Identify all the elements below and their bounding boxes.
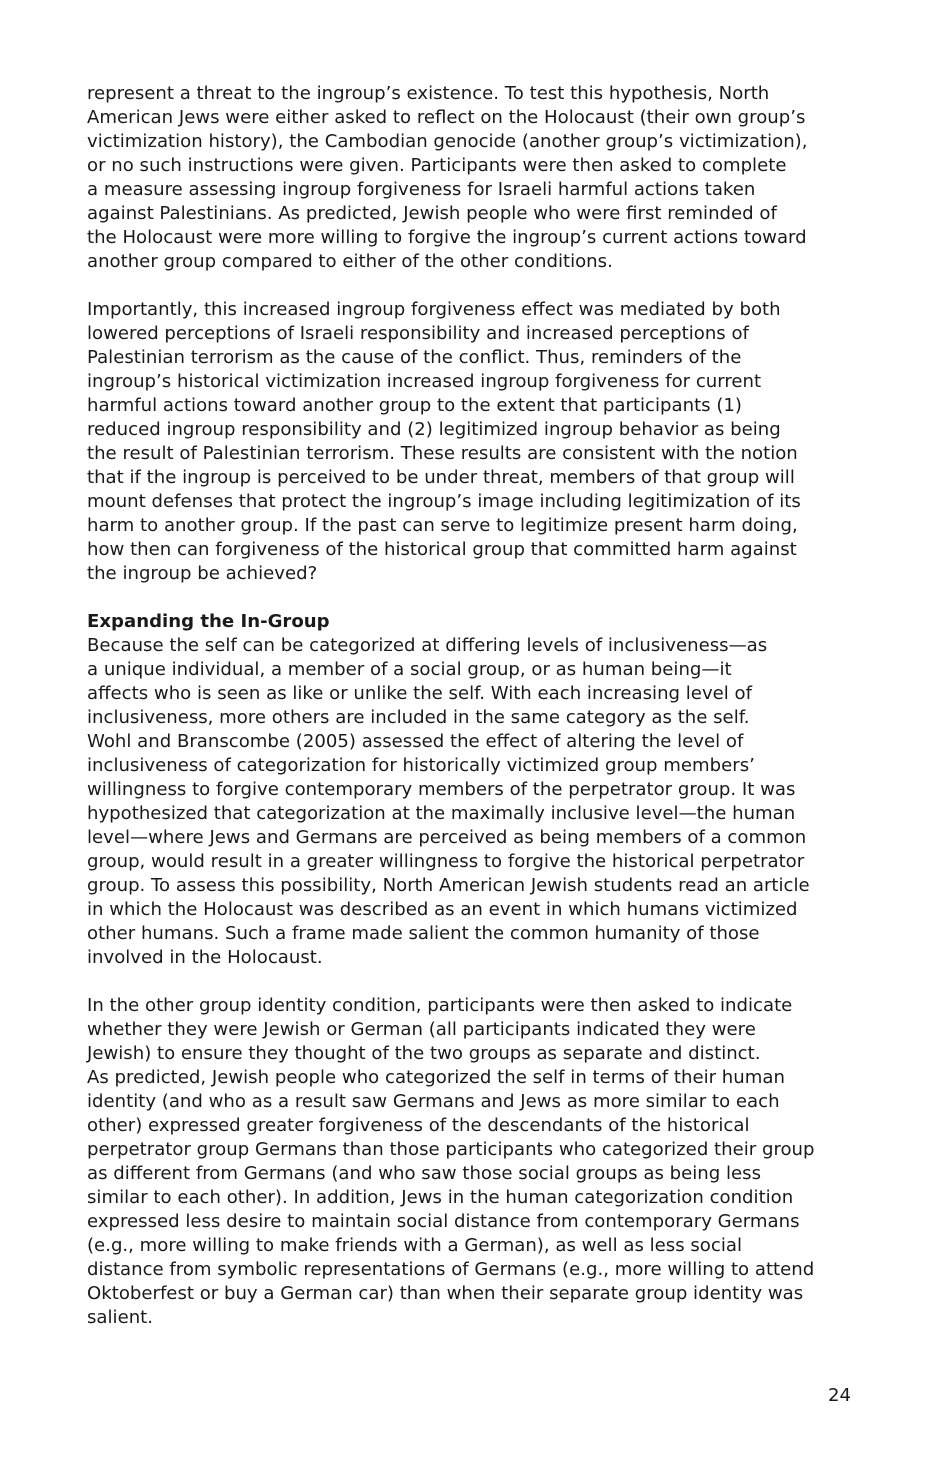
text-line: represent a threat to the ingroup’s existence. To test this hypothesis, North <box>87 83 770 104</box>
text-line: victimization history), the Cambodian genocide (another group’s victimization), <box>87 131 808 152</box>
text-line: identity (and who as a result saw Germans and Jews as more similar to each <box>87 1091 780 1112</box>
text-line: Importantly, this increased ingroup forgiveness effect was mediated by both <box>87 299 781 320</box>
text-line: whether they were Jewish or German (all participants indicated they were <box>87 1019 756 1040</box>
text-line: lowered perceptions of Israeli responsibility and increased perceptions of <box>87 323 749 344</box>
text-line: reduced ingroup responsibility and (2) legitimized ingroup behavior as being <box>87 419 781 440</box>
text-line: involved in the Holocaust. <box>87 947 323 968</box>
text-line: Wohl and Branscombe (2005) assessed the effect of altering the level of <box>87 731 744 752</box>
text-line: that if the ingroup is perceived to be under threat, members of that group will <box>87 467 795 488</box>
page-number: 24 <box>828 1385 852 1406</box>
paragraph-spacer <box>87 274 867 298</box>
paragraph-spacer <box>87 970 867 994</box>
text-line: a measure assessing ingroup forgiveness for Israeli harmful actions taken <box>87 179 756 200</box>
text-line: perpetrator group Germans than those participants who categorized their group <box>87 1139 815 1160</box>
text-line: the ingroup be achieved? <box>87 563 318 584</box>
text-line: similar to each other). In addition, Jews in the human categorization condition <box>87 1187 794 1208</box>
section-heading: Expanding the In-Group <box>87 611 330 632</box>
text-line: ingroup’s historical victimization increased ingroup forgiveness for current <box>87 371 762 392</box>
text-line: the result of Palestinian terrorism. These results are consistent with the notion <box>87 443 798 464</box>
paragraph-4 <box>87 994 867 1330</box>
text-line: a unique individual, a member of a social group, or as human being—it <box>87 659 732 680</box>
text-line: in which the Holocaust was described as an event in which humans victimized <box>87 899 798 920</box>
text-line: mount defenses that protect the ingroup’s image including legitimization of its <box>87 491 801 512</box>
paragraph-2 <box>87 298 867 586</box>
text-line: Jewish) to ensure they thought of the two groups as separate and distinct. <box>87 1043 761 1064</box>
text-line: distance from symbolic representations of Germans (e.g., more willing to attend <box>87 1259 815 1280</box>
text-line: harmful actions toward another group to the extent that participants (1) <box>87 395 742 416</box>
paragraph-3 <box>87 634 867 970</box>
text-line: how then can forgiveness of the historical group that committed harm against <box>87 539 797 560</box>
text-line: salient. <box>87 1307 154 1328</box>
text-line: Palestinian terrorism as the cause of the conflict. Thus, reminders of the <box>87 347 742 368</box>
text-line: As predicted, Jewish people who categorized the self in terms of their human <box>87 1067 785 1088</box>
text-line: willingness to forgive contemporary members of the perpetrator group. It was <box>87 779 796 800</box>
text-line: hypothesized that categorization at the maximally inclusive level—the human <box>87 803 796 824</box>
text-line: another group compared to either of the other conditions. <box>87 251 613 272</box>
text-line: level—where Jews and Germans are perceived as being members of a common <box>87 827 807 848</box>
text-line: other) expressed greater forgiveness of the descendants of the historical <box>87 1115 750 1136</box>
text-line: as different from Germans (and who saw those social groups as being less <box>87 1163 761 1184</box>
text-line: American Jews were either asked to reflect on the Holocaust (their own group’s <box>87 107 806 128</box>
text-line: harm to another group. If the past can serve to legitimize present harm doing, <box>87 515 798 536</box>
text-line: In the other group identity condition, participants were then asked to indicate <box>87 995 793 1016</box>
text-line: expressed less desire to maintain social distance from contemporary Germans <box>87 1211 800 1232</box>
document-page <box>87 82 867 1330</box>
text-line: or no such instructions were given. Participants were then asked to complete <box>87 155 787 176</box>
text-line: group. To assess this possibility, North American Jewish students read an article <box>87 875 810 896</box>
text-line: inclusiveness, more others are included in the same category as the self. <box>87 707 750 728</box>
text-line: the Holocaust were more willing to forgive the ingroup’s current actions toward <box>87 227 807 248</box>
text-line: affects who is seen as like or unlike the self. With each increasing level of <box>87 683 752 704</box>
text-line: inclusiveness of categorization for historically victimized group members’ <box>87 755 755 776</box>
text-line: Because the self can be categorized at differing levels of inclusiveness—as <box>87 635 768 656</box>
text-line: against Palestinians. As predicted, Jewish people who were first reminded of <box>87 203 777 224</box>
text-line: other humans. Such a frame made salient the common humanity of those <box>87 923 760 944</box>
text-line: Oktoberfest or buy a German car) than when their separate group identity was <box>87 1283 804 1304</box>
paragraph-spacer <box>87 586 867 610</box>
paragraph-1 <box>87 82 867 274</box>
text-line: group, would result in a greater willingness to forgive the historical perpetrator <box>87 851 805 872</box>
text-line: (e.g., more willing to make friends with a German), as well as less social <box>87 1235 742 1256</box>
